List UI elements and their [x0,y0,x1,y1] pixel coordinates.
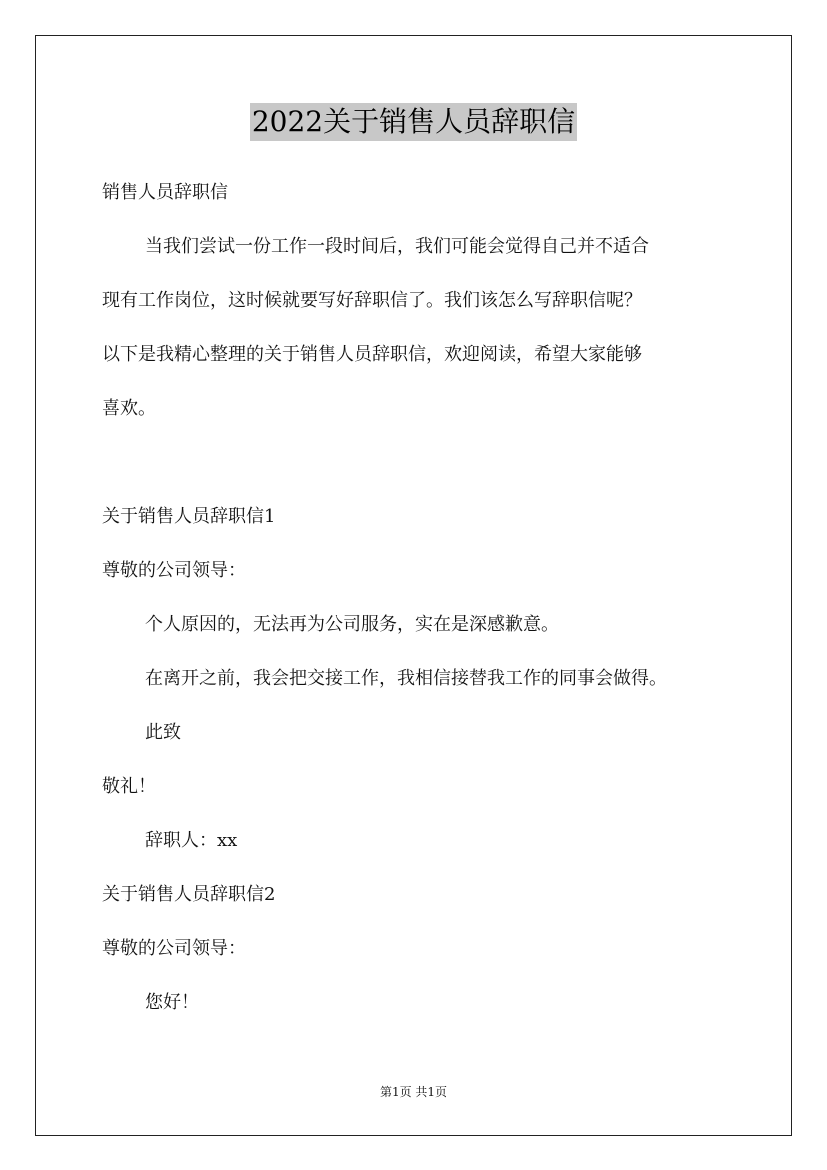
letter-1-regards: 敬礼！ [102,776,156,797]
title-container [0,103,827,141]
letter-2-heading: 关于销售人员辞职信2 [102,884,276,905]
document-title: 2022关于销售人员辞职信 [250,103,577,141]
intro-heading: 销售人员辞职信 [102,182,228,203]
letter-1-closing: 此致 [145,722,181,743]
letter-1-body-line-1: 个人原因的，无法再为公司服务，实在是深感歉意。 [145,614,559,635]
intro-paragraph-line-3: 以下是我精心整理的关于销售人员辞职信，欢迎阅读，希望大家能够 [102,344,642,365]
letter-1-signature: 辞职人：xx [145,830,238,851]
intro-paragraph-line-4: 喜欢。 [102,398,156,419]
intro-paragraph-line-1: 当我们尝试一份工作一段时间后，我们可能会觉得自己并不适合 [145,236,649,257]
letter-1-heading: 关于销售人员辞职信1 [102,506,276,527]
page-number-footer: 第1页 共1页 [379,1085,448,1099]
letter-1-salutation: 尊敬的公司领导： [102,560,246,581]
letter-2-greeting: 您好！ [145,992,199,1013]
letter-2-salutation: 尊敬的公司领导： [102,938,246,959]
letter-1-body-line-2: 在离开之前，我会把交接工作，我相信接替我工作的同事会做得。 [145,668,667,689]
intro-paragraph-line-2: 现有工作岗位，这时候就要写好辞职信了。我们该怎么写辞职信呢？ [102,290,642,311]
